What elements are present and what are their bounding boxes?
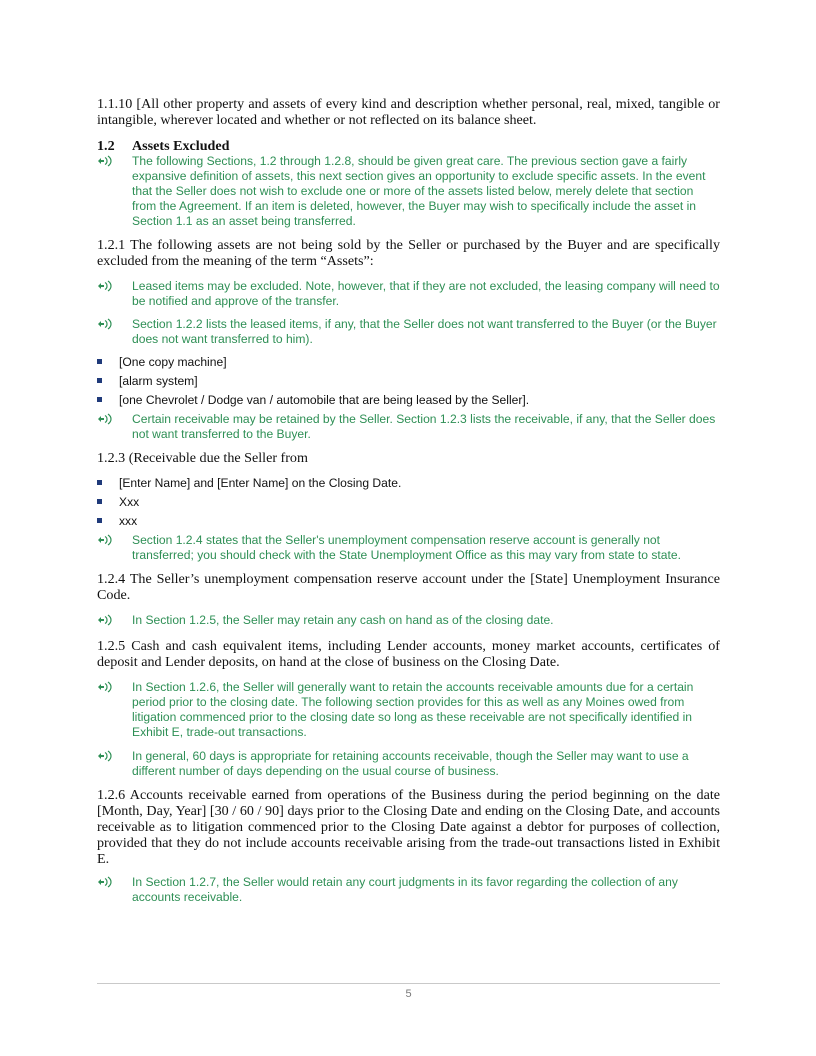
note-text: In Section 1.2.5, the Seller may retain any cash on hand as of the closing date. [132,613,554,627]
bullet-list-leased [97,355,720,408]
hand-pointing-icon [97,875,132,890]
section-1-2-heading [97,138,720,154]
note-9 [97,875,720,905]
section-1-2-3: 1.2.3 (Receivable due the Seller from [97,450,308,466]
note-text: In Section 1.2.6, the Seller will generally want to retain the accounts receivable amounts due for a certain period prior to the closing date. The following section provides for this as well as any Moines owed from litigation commenced prior to the closing date so long as these receivable are not specifically identified in Exhibit E, trade-out transactions. [132,680,694,739]
bullet-square-icon [97,495,119,510]
section-1-2-5: 1.2.5 Cash and cash equivalent items, including Lender accounts, money market accounts, certificates of deposit and Lender deposits, on hand at the close of business on the Closing Date. [97,638,720,670]
bullet-square-icon [97,355,119,370]
hand-pointing-icon [97,412,132,427]
section-number: 1.2 [97,138,115,154]
bullet-square-icon [97,393,119,408]
note-text: Leased items may be excluded. Note, however, that if they are not excluded, the leasing company will need to be notified and approve of the transfer. [132,279,720,308]
note-text: In general, 60 days is appropriate for retaining accounts receivable, though the Seller may want to use a different number of days depending on the usual course of business. [132,749,689,778]
note-3 [97,317,720,347]
hand-pointing-icon [97,317,132,332]
hand-pointing-icon [97,749,132,764]
section-1-1-10: 1.1.10 [All other property and assets of every kind and description whether personal, real, mixed, tangible or intangible, wherever located and whether or not reflected on its balance sheet. [97,96,720,128]
bullet-square-icon [97,476,119,491]
note-8 [97,749,720,779]
note-text: Section 1.2.2 lists the leased items, if any, that the Seller does not want transferred to the Buyer (or the Buyer does not want transferred to him). [132,317,717,346]
note-5 [97,533,720,563]
note-text: Section 1.2.4 states that the Seller's unemployment compensation reserve account is generally not transferred; you should check with the State Unemployment Office as this may vary from state to state. [132,533,681,562]
section-1-2-4: 1.2.4 The Seller’s unemployment compensation reserve account under the [State] Unemployment Insurance Code. [97,571,720,603]
page-number: 5 [405,988,412,1000]
section-1-2-6: 1.2.6 Accounts receivable earned from operations of the Business during the period beginning on the date [Month, Day, Year] [30 / 60 / 90] days prior to the Closing Date and ending on the Closing Date, and accounts receivable as to litigation commenced prior to the Closing Date against a debtor for purposes of collection, provided that they do not include accounts receivable arising from the trade-out transactions listed in Exhibit E. [97,787,720,867]
hand-pointing-icon [97,154,132,169]
note-7 [97,680,720,740]
document-page [97,96,720,905]
bullet-list-receivable [97,476,720,529]
note-6 [97,613,720,628]
list-item: [one Chevrolet / Dodge van / automobile that are being leased by the Seller]. [97,393,720,408]
section-title: Assets Excluded [132,138,230,154]
list-item: Xxx [97,495,720,510]
bullet-square-icon [97,374,119,389]
hand-pointing-icon [97,279,132,294]
list-item: xxx [97,514,720,529]
note-text: The following Sections, 1.2 through 1.2.8, should be given great care. The previous section gave a fairly expansive definition of assets, this next section gives an opportunity to exclude specific assets. In the event that the Seller does not wish to exclude one or more of the assets listed below, merely delete that section from the Agreement. If an item is deleted, however, the Buyer may wish to specifically include the asset in Section 1.1 as an asset being transferred. [132,154,706,228]
list-item: [alarm system] [97,374,720,389]
note-1 [97,154,720,229]
hand-pointing-icon [97,533,132,548]
hand-pointing-icon [97,613,132,628]
note-4 [97,412,720,442]
note-text: Certain receivable may be retained by the Seller. Section 1.2.3 lists the receivable, if any, that the Seller does not want transferred to the Buyer. [132,412,716,441]
note-text: In Section 1.2.7, the Seller would retain any court judgments in its favor regarding the collection of any accounts receivable. [132,875,678,904]
note-2 [97,279,720,309]
section-1-2-1: 1.2.1 The following assets are not being sold by the Seller or purchased by the Buyer and are specifically excluded from the meaning of the term “Assets”: [97,237,720,269]
page-footer [97,983,720,1000]
hand-pointing-icon [97,680,132,695]
list-item: [One copy machine] [97,355,720,370]
list-item: [Enter Name] and [Enter Name] on the Closing Date. [97,476,720,491]
bullet-square-icon [97,514,119,529]
